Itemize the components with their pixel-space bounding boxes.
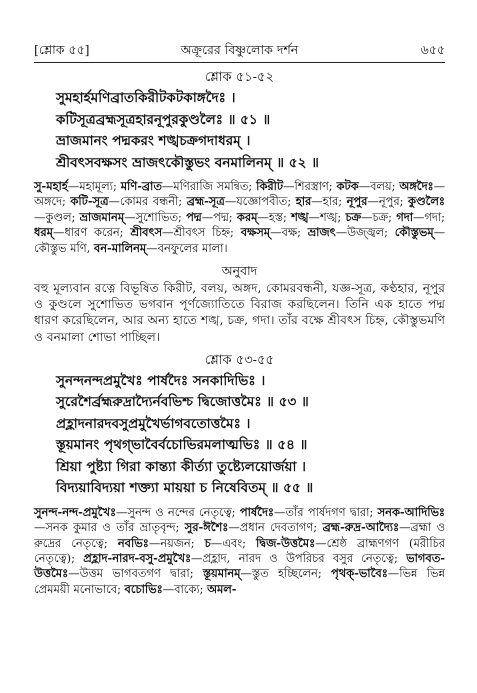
- gloss-term: কুণ্ডলৈঃ: [408, 194, 445, 209]
- gloss-term: কটি-সূত্র: [70, 194, 109, 209]
- gloss-meaning: —কোমর বন্ধনী;: [108, 194, 187, 209]
- verse-line: সুরেশৈর্ব্রহ্মরুদ্রাদ্যৈর্নবভিশ্চ দ্বিজোত্তমৈঃ ॥ ৫৩ ॥: [56, 394, 309, 411]
- word-for-word-gloss: [34, 505, 445, 597]
- gloss-term: ভ্রাজৎ: [307, 225, 336, 240]
- gloss-term: অঙ্গদৈঃ: [399, 179, 434, 193]
- gloss-term: ধরম্: [34, 225, 53, 240]
- gloss-meaning: —শ্রেষ্ঠ ব্রাহ্মণগণ (মরীচির নেতৃত্বে);: [34, 535, 445, 566]
- gloss-meaning: —হার;: [311, 194, 347, 209]
- gloss-term: বচোভিঃ: [124, 581, 163, 596]
- gloss-meaning: —এবং;: [210, 535, 257, 550]
- gloss-term: প্রহ্লাদ-নারদ-বসু-প্রমুখৈঃ: [83, 551, 192, 566]
- gloss-term: চক্র: [345, 209, 362, 224]
- gloss-meaning: —ধারণ করেন;: [52, 225, 131, 240]
- gloss-term: সুনন্দ-নন্দ-প্রমুখৈঃ: [34, 504, 117, 519]
- gloss-term: কিরীট: [256, 179, 284, 193]
- gloss-term: ভ্রাজমানম্: [79, 209, 125, 224]
- page-number: ৬৫৫: [420, 42, 445, 57]
- gloss-term: কৌস্তুভম্: [394, 225, 434, 240]
- gloss-meaning: —কৌস্তুভ মণি,: [34, 225, 445, 255]
- gloss-meaning: —প্রহ্লাদ, নারদ ও উপরিচর বসুর নেতৃত্বে;: [191, 551, 407, 566]
- gloss-meaning: —উজ্জ্বল;: [335, 225, 395, 240]
- gloss-term: বক্ষসম্: [240, 225, 271, 240]
- page-body: [34, 68, 445, 597]
- sanskrit-verse: [34, 371, 445, 500]
- gloss-term: স্তূয়মানম্: [202, 566, 241, 581]
- gloss-meaning: —মণিরাজি সমন্বিত;: [161, 179, 257, 193]
- word-for-word-gloss: [34, 179, 445, 256]
- gloss-meaning: —সুশোভিত;: [124, 209, 187, 224]
- verse-title: শ্লোক ৫১-৫২: [205, 70, 274, 85]
- gloss-meaning: —ব্রহ্মা ও রুদ্রের নেতৃত্বে;: [34, 520, 446, 550]
- gloss-meaning: —হস্ত;: [257, 209, 292, 224]
- gloss-term: অমল-: [207, 581, 237, 596]
- verse-line: কটিসূত্রব্রহ্মসূত্রহারনূপুরকুণ্ডলৈঃ ॥ ৫১ ॥: [56, 111, 271, 128]
- gloss-term: সু-মহার্হ: [34, 179, 68, 193]
- verse-line: শ্রীবৎসবক্ষসং ভ্রাজৎকৌস্তুভং বনমালিনম্ ॥ ৫২ ॥: [56, 154, 319, 171]
- verse-line: ভ্রাজমানং পদ্মকরং শঙ্খচক্রগদাধরম্ ।: [56, 133, 251, 149]
- running-header: [34, 42, 445, 62]
- verse-line: সুনন্দনন্দপ্রমুখৈঃ পার্ষদৈঃ সনকাদিভিঃ ।: [56, 372, 266, 389]
- gloss-meaning: —বক্ষ;: [270, 225, 308, 240]
- gloss-meaning: —উত্তম ভাগবতগণ দ্বারা;: [68, 566, 203, 581]
- gloss-term: ভাগবত-উত্তমৈঃ: [34, 551, 445, 581]
- gloss-term: কটক: [336, 179, 359, 193]
- gloss-term: ব্রহ্ম-রুদ্র-আদ্যৈঃ: [322, 520, 400, 535]
- gloss-meaning: —শ্রীবৎস চিহ্ন;: [162, 225, 241, 240]
- gloss-term: চ: [204, 535, 211, 550]
- header-chapter-title: অক্রূরের বিষ্ণুলোক দর্শন: [180, 42, 299, 57]
- gloss-meaning: —সনক কুমার ও তাঁর ভ্রাতৃবৃন্দ;: [34, 520, 185, 535]
- verse-line: বিদ্যয়াবিদ্যয়া শক্ত্যা মায়য়া চ নিষেবিতম্ ॥ ৫৫ ॥: [56, 480, 314, 497]
- gloss-meaning: —স্তুত হচ্ছিলেন;: [240, 566, 331, 581]
- gloss-meaning: —বনফুলের মালা।: [146, 240, 228, 255]
- gloss-term: দ্বিজ-উত্তমৈঃ: [256, 535, 316, 550]
- gloss-meaning: —অঙ্গদে;: [34, 179, 446, 209]
- verse-line: শ্রিয়া পুষ্ট্যা গিরা কান্ত্যা কীর্ত্যা তুষ্ট্যেলয়োর্জয়া ।: [56, 458, 307, 475]
- gloss-term: শঙ্খ: [291, 209, 309, 224]
- sanskrit-verse: [34, 88, 445, 174]
- gloss-term: ব্রহ্ম-সূত্র: [186, 194, 225, 209]
- translation-heading: অনুবাদ: [221, 263, 258, 279]
- gloss-term: হার: [295, 194, 312, 209]
- gloss-meaning: —মহামূল্য;: [67, 179, 121, 193]
- gloss-term: সুর-ঈশৈঃ: [184, 520, 229, 535]
- gloss-meaning: —শিরস্ত্রাণ;: [283, 179, 337, 193]
- gloss-term: করম্: [236, 209, 258, 224]
- gloss-meaning: —কুণ্ডল;: [34, 209, 80, 224]
- gloss-meaning: —ভিন্ন ভিন্ন প্রেমময়ী মনোভাবে;: [34, 566, 445, 596]
- gloss-meaning: —পদ্ম;: [201, 209, 237, 224]
- gloss-meaning: —যজ্ঞোপবীত;: [224, 194, 296, 209]
- gloss-term: গদা: [396, 209, 414, 224]
- gloss-meaning: —নয়জন;: [148, 535, 205, 550]
- verse-line: সুমহার্হমণিব্রাতকিরীটকটকাঙ্গদৈঃ ।: [56, 90, 236, 106]
- verse-line: প্রহ্লাদনারদবসুপ্রমুখৈর্ভাগবতোত্তমৈঃ ।: [56, 415, 251, 432]
- gloss-term: সনক-আদিভিঃ: [377, 504, 446, 519]
- verse-title: শ্লোক ৫৩-৫৫: [205, 352, 274, 368]
- gloss-term: পার্ষদৈঃ: [239, 504, 275, 519]
- gloss-meaning: —নূপুর;: [367, 194, 409, 209]
- gloss-meaning: —চক্র;: [361, 209, 397, 224]
- gloss-term: পদ্ম: [186, 209, 202, 224]
- gloss-term: নূপুর: [346, 194, 368, 209]
- header-rule: [34, 62, 445, 63]
- gloss-meaning: —তাঁর পার্ষদগণ দ্বারা;: [274, 504, 378, 519]
- gloss-term: মণি-ব্রাত: [120, 179, 162, 193]
- gloss-meaning: —গদা;: [413, 209, 445, 224]
- gloss-meaning: —শঙ্খ;: [308, 209, 346, 224]
- gloss-meaning: —বাক্যে;: [162, 581, 208, 596]
- header-verse-ref: [শ্লোক ৫৫]: [34, 42, 90, 57]
- gloss-meaning: —প্রধান দেবতাগণ;: [228, 520, 323, 535]
- gloss-term: পৃথক্-ভাবৈঃ: [331, 566, 388, 581]
- translation-text: বহু মূল্যবান রত্নে বিভূষিত কিরীট, বলয়, অঙ্গদ, কোমরবন্ধনী, যজ্ঞ-সূত্র, কণ্ঠহার, নূপুর ও কুণ্ডলে সুশোভিত ভগবান পূর্ণজ্যোতিতে বিরাজ করছিলেন। তিনি এক হাতে পদ্ম ধারণ করেছিলেন, আর অন্য হাতে শঙ্খ, চক্র, গদা। তাঁর বক্ষে শ্রীবৎস চিহ্ন, কৌস্তুভমণি ও বনমালা শোভা পাচ্ছিল।: [34, 281, 445, 344]
- gloss-meaning: —সুনন্দ ও নন্দের নেতৃত্বে;: [116, 504, 240, 519]
- gloss-term: শ্রীবৎস: [130, 225, 163, 240]
- verse-line: স্তূয়মানং পৃথগ্‌ভাবৈর্বচোভিরমলাত্মভিঃ ॥ ৫৪ ॥: [56, 437, 308, 454]
- gloss-term: নবভিঃ: [117, 535, 149, 550]
- gloss-meaning: —বলয়;: [358, 179, 400, 193]
- gloss-term: বন-মালিনম্: [93, 240, 147, 255]
